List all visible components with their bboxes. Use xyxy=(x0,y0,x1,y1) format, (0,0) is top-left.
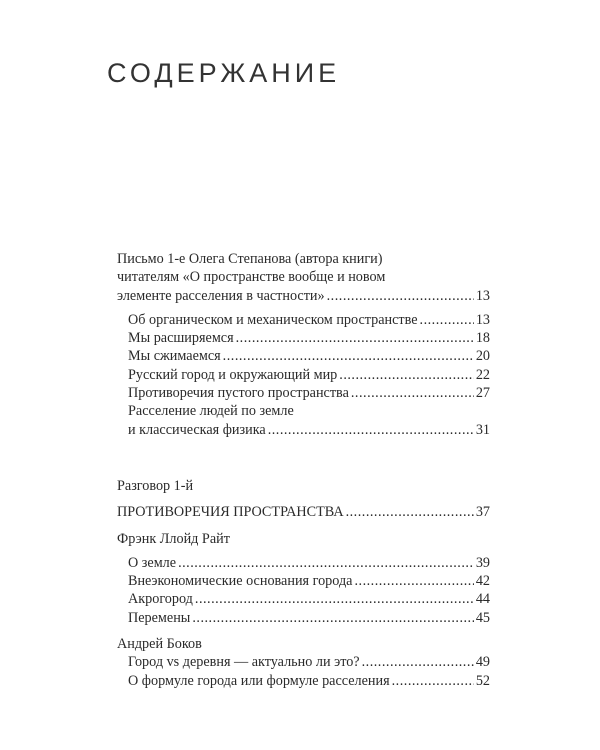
table-of-contents xyxy=(117,250,490,690)
toc-entry-conversation xyxy=(117,503,490,521)
author-name: Андрей Боков xyxy=(117,636,202,653)
toc-page-number: 22 xyxy=(475,366,490,383)
wright-subsections xyxy=(117,554,490,627)
toc-entry xyxy=(128,554,490,572)
toc-entry-label: Город vs деревня — актуально ли это? xyxy=(128,654,360,671)
toc-entry xyxy=(128,653,490,671)
page-title: СОДЕРЖАНИЕ xyxy=(107,58,341,88)
toc-entry xyxy=(128,329,490,347)
dot-leader xyxy=(327,287,474,305)
toc-entry-label: О формуле города или формуле расселения xyxy=(128,672,390,689)
toc-page-number: 37 xyxy=(475,504,490,521)
toc-page-number: 27 xyxy=(475,385,490,402)
toc-page-number: 42 xyxy=(475,573,490,590)
dot-leader xyxy=(362,653,474,671)
toc-page-number: 49 xyxy=(475,654,490,671)
toc-entry xyxy=(128,366,490,384)
toc-entry-label: О земле xyxy=(128,554,177,571)
toc-entry xyxy=(128,572,490,590)
dot-leader xyxy=(420,311,474,329)
dot-leader xyxy=(268,421,474,439)
bokov-subsections xyxy=(117,653,490,690)
dot-leader xyxy=(392,672,474,690)
toc-entry-label: Противоречия пустого пространства xyxy=(128,385,349,402)
toc-entry-letter xyxy=(117,287,490,305)
toc-entry-label: Русский город и окружающий мир xyxy=(128,366,338,383)
toc-entry-label: элементе расселения в частности» xyxy=(117,287,325,304)
toc-entry xyxy=(128,421,490,439)
toc-entry-label: Мы сжимаемся xyxy=(128,348,221,365)
dot-leader xyxy=(236,329,474,347)
section-heading: ПРОТИВОРЕЧИЯ ПРОСТРАНСТВА xyxy=(117,504,344,521)
toc-entry-label: Перемены xyxy=(128,609,191,626)
dot-leader xyxy=(354,572,473,590)
toc-entry xyxy=(128,311,490,329)
toc-entry-label: Об органическом и механическом пространстве xyxy=(128,311,418,328)
toc-entry xyxy=(128,384,490,402)
toc-page-number: 13 xyxy=(475,311,490,328)
dot-leader xyxy=(351,384,474,402)
toc-page-number: 20 xyxy=(475,348,490,365)
toc-page-number: 44 xyxy=(475,591,490,608)
toc-entry-label: Внеэкономические основания города xyxy=(128,573,353,590)
toc-entry xyxy=(128,347,490,365)
letter-subsections xyxy=(117,311,490,439)
toc-page-number: 39 xyxy=(475,554,490,571)
dot-leader xyxy=(346,503,474,521)
toc-page-number: 13 xyxy=(475,287,490,304)
toc-letter-line-2: читателям «О пространстве вообще и новом xyxy=(117,269,386,286)
toc-entry xyxy=(128,590,490,608)
toc-entry-first-line: Расселение людей по земле xyxy=(128,403,294,420)
toc-page-number: 31 xyxy=(475,421,490,438)
toc-entry xyxy=(128,609,490,627)
dot-leader xyxy=(223,347,474,365)
toc-entry-label: Мы расширяемся xyxy=(128,330,234,347)
toc-page-number: 52 xyxy=(475,672,490,689)
conversation-label: Разговор 1-й xyxy=(117,477,194,494)
toc-letter-line-1: Письмо 1-е Олега Степанова (автора книги) xyxy=(117,251,383,267)
toc-page-number: 18 xyxy=(475,330,490,347)
toc-page-number: 45 xyxy=(475,609,490,626)
author-name: Фрэнк Ллойд Райт xyxy=(117,530,230,547)
dot-leader xyxy=(195,590,474,608)
toc-entry-label: и классическая физика xyxy=(128,421,266,438)
dot-leader xyxy=(339,366,474,384)
dot-leader xyxy=(192,609,473,627)
toc-entry-label: Акрогород xyxy=(128,591,193,608)
toc-entry xyxy=(128,672,490,690)
dot-leader xyxy=(178,554,474,572)
